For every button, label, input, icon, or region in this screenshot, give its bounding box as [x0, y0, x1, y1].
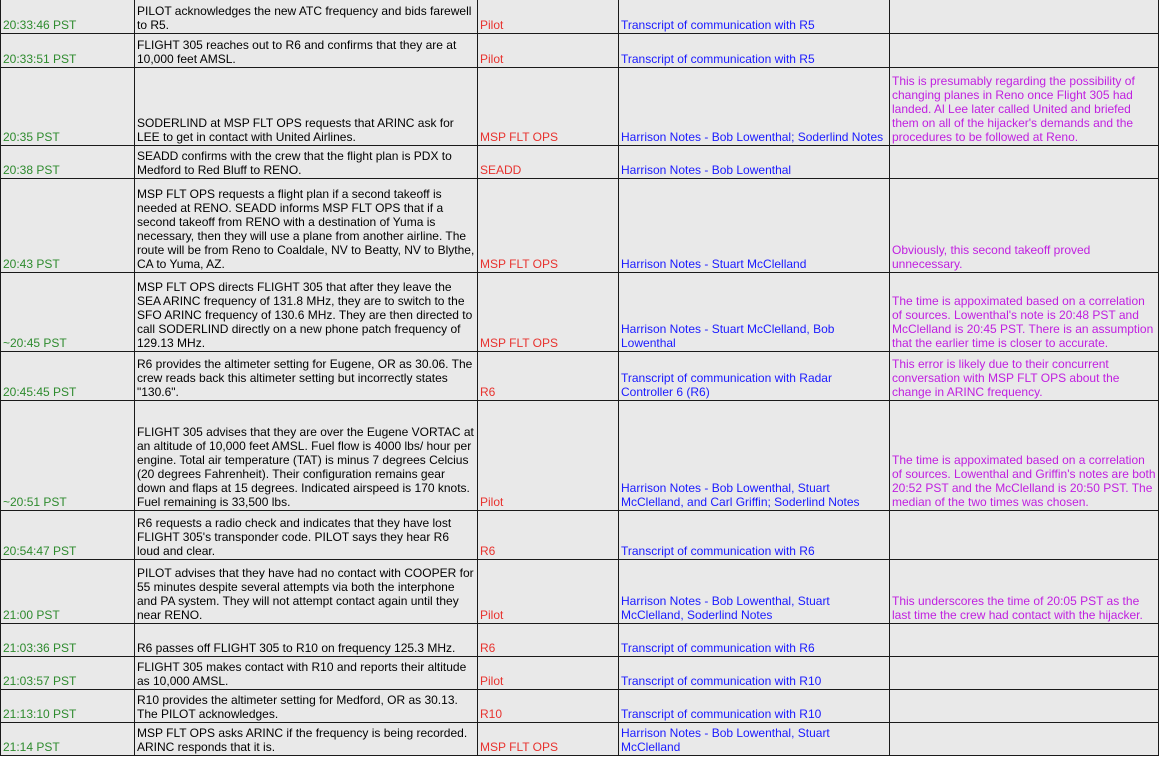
table-row: [1, 273, 1159, 352]
note-cell: [890, 657, 1159, 690]
description-cell: PILOT advises that they have had no contact with COOPER for 55 minutes despite several attempts via both the interphone and PA system. They will not attempt contact again until they near RENO.: [135, 560, 478, 624]
description-cell: FLIGHT 305 makes contact with R10 and reports their altitude as 10,000 AMSL.: [135, 657, 478, 690]
description-cell: PILOT acknowledges the new ATC frequency and bids farewell to R5.: [135, 0, 478, 34]
source-cell: Pilot: [478, 657, 619, 690]
note-cell: [890, 511, 1159, 560]
table-row: [1, 690, 1159, 723]
table-row: [1, 657, 1159, 690]
note-cell: [890, 723, 1159, 756]
table-row: [1, 352, 1159, 401]
reference-cell: Harrison Notes - Stuart McClelland, Bob Lowenthal: [619, 273, 890, 352]
reference-cell: Transcript of communication with R10: [619, 690, 890, 723]
note-cell: This error is likely due to their concurrent conversation with MSP FLT OPS about the change in ARINC frequency.: [890, 352, 1159, 401]
time-cell: 20:33:51 PST: [1, 34, 135, 68]
table-row: [1, 624, 1159, 657]
note-cell: This underscores the time of 20:05 PST as the last time the crew had contact with the hijacker.: [890, 560, 1159, 624]
time-cell: 21:03:36 PST: [1, 624, 135, 657]
source-cell: Pilot: [478, 560, 619, 624]
reference-cell: Harrison Notes - Bob Lowenthal, Stuart McClelland, Soderlind Notes: [619, 560, 890, 624]
description-cell: MSP FLT OPS directs FLIGHT 305 that after they leave the SEA ARINC frequency of 131.8 MHz, they are to switch to the SFO ARINC frequency of 130.6 MHz. They are then directed to call SODERLIND directly on a new phone patch frequency of 129.13 MHz.: [135, 273, 478, 352]
description-cell: R6 requests a radio check and indicates that they have lost FLIGHT 305's transponder code. PILOT says they hear R6 loud and clear.: [135, 511, 478, 560]
table-row: [1, 401, 1159, 511]
reference-cell: Transcript of communication with R10: [619, 657, 890, 690]
time-cell: 21:00 PST: [1, 560, 135, 624]
reference-cell: Harrison Notes - Stuart McClelland: [619, 179, 890, 273]
source-cell: MSP FLT OPS: [478, 179, 619, 273]
source-cell: Pilot: [478, 34, 619, 68]
reference-cell: Harrison Notes - Bob Lowenthal; Soderlind Notes: [619, 68, 890, 146]
time-cell: 21:14 PST: [1, 723, 135, 756]
time-cell: 20:35 PST: [1, 68, 135, 146]
note-cell: This is presumably regarding the possibility of changing planes in Reno once Flight 305 had landed. Al Lee later called United and briefed them on all of the hijacker's demands and the procedures to be followed at Reno.: [890, 68, 1159, 146]
note-cell: [890, 690, 1159, 723]
table-row: [1, 146, 1159, 179]
table-row: [1, 511, 1159, 560]
table-row: [1, 560, 1159, 624]
source-cell: SEADD: [478, 146, 619, 179]
description-cell: SODERLIND at MSP FLT OPS requests that ARINC ask for LEE to get in contact with United Airlines.: [135, 68, 478, 146]
description-cell: SEADD confirms with the crew that the flight plan is PDX to Medford to Red Bluff to RENO.: [135, 146, 478, 179]
description-cell: FLIGHT 305 reaches out to R6 and confirms that they are at 10,000 feet AMSL.: [135, 34, 478, 68]
reference-cell: Transcript of communication with R5: [619, 34, 890, 68]
source-cell: Pilot: [478, 401, 619, 511]
reference-cell: Transcript of communication with R6: [619, 511, 890, 560]
note-cell: [890, 146, 1159, 179]
time-cell: 20:54:47 PST: [1, 511, 135, 560]
table-row: [1, 0, 1159, 34]
reference-cell: Transcript of communication with R5: [619, 0, 890, 34]
description-cell: FLIGHT 305 advises that they are over the Eugene VORTAC at an altitude of 10,000 feet AMSL. Fuel flow is 4000 lbs/ hour per engine. Total air temperature (TAT) is minus 7 degrees Celcius (20 degrees Fahrenheit). Their configuration remains gear down and flaps at 15 degrees. Indicated airspeed is 170 knots. Fuel remaining is 33,500 lbs.: [135, 401, 478, 511]
note-cell: The time is appoximated based on a correlation of sources. Lowenthal and Griffin's notes are both 20:52 PST and the McClelland is 20:50 PST. The median of the two times was chosen.: [890, 401, 1159, 511]
time-cell: 20:45:45 PST: [1, 352, 135, 401]
note-cell: The time is appoximated based on a correlation of sources. Lowenthal's note is 20:48 PST and McClelland is 20:45 PST. There is an assumption that the earlier time is closer to accurate.: [890, 273, 1159, 352]
table-row: [1, 723, 1159, 756]
time-cell: 20:38 PST: [1, 146, 135, 179]
reference-cell: Harrison Notes - Bob Lowenthal, Stuart McClelland: [619, 723, 890, 756]
source-cell: R10: [478, 690, 619, 723]
table-row: [1, 68, 1159, 146]
table-row: [1, 179, 1159, 273]
time-cell: 21:13:10 PST: [1, 690, 135, 723]
note-cell: [890, 0, 1159, 34]
time-cell: ~20:45 PST: [1, 273, 135, 352]
time-cell: 20:43 PST: [1, 179, 135, 273]
description-cell: R10 provides the altimeter setting for Medford, OR as 30.13. The PILOT acknowledges.: [135, 690, 478, 723]
note-cell: [890, 34, 1159, 68]
source-cell: R6: [478, 511, 619, 560]
time-cell: ~20:51 PST: [1, 401, 135, 511]
source-cell: MSP FLT OPS: [478, 68, 619, 146]
source-cell: R6: [478, 352, 619, 401]
source-cell: Pilot: [478, 0, 619, 34]
reference-cell: Harrison Notes - Bob Lowenthal, Stuart McClelland, and Carl Griffin; Soderlind Notes: [619, 401, 890, 511]
note-cell: [890, 624, 1159, 657]
description-cell: R6 passes off FLIGHT 305 to R10 on frequency 125.3 MHz.: [135, 624, 478, 657]
reference-cell: Transcript of communication with Radar Controller 6 (R6): [619, 352, 890, 401]
reference-cell: Transcript of communication with R6: [619, 624, 890, 657]
reference-cell: Harrison Notes - Bob Lowenthal: [619, 146, 890, 179]
description-cell: MSP FLT OPS requests a flight plan if a second takeoff is needed at RENO. SEADD informs MSP FLT OPS that if a second takeoff from RENO with a destination of Yuma is necessary, then they will use a plane from another airline. The route will be from Reno to Coaldale, NV to Beatty, NV to Blythe, CA to Yuma, AZ.: [135, 179, 478, 273]
source-cell: R6: [478, 624, 619, 657]
source-cell: MSP FLT OPS: [478, 723, 619, 756]
description-cell: R6 provides the altimeter setting for Eugene, OR as 30.06. The crew reads back this altimeter setting but incorrectly states "130.6".: [135, 352, 478, 401]
time-cell: 20:33:46 PST: [1, 0, 135, 34]
description-cell: MSP FLT OPS asks ARINC if the frequency is being recorded. ARINC responds that it is.: [135, 723, 478, 756]
time-cell: 21:03:57 PST: [1, 657, 135, 690]
source-cell: MSP FLT OPS: [478, 273, 619, 352]
table-row: [1, 34, 1159, 68]
note-cell: Obviously, this second takeoff proved unnecessary.: [890, 179, 1159, 273]
